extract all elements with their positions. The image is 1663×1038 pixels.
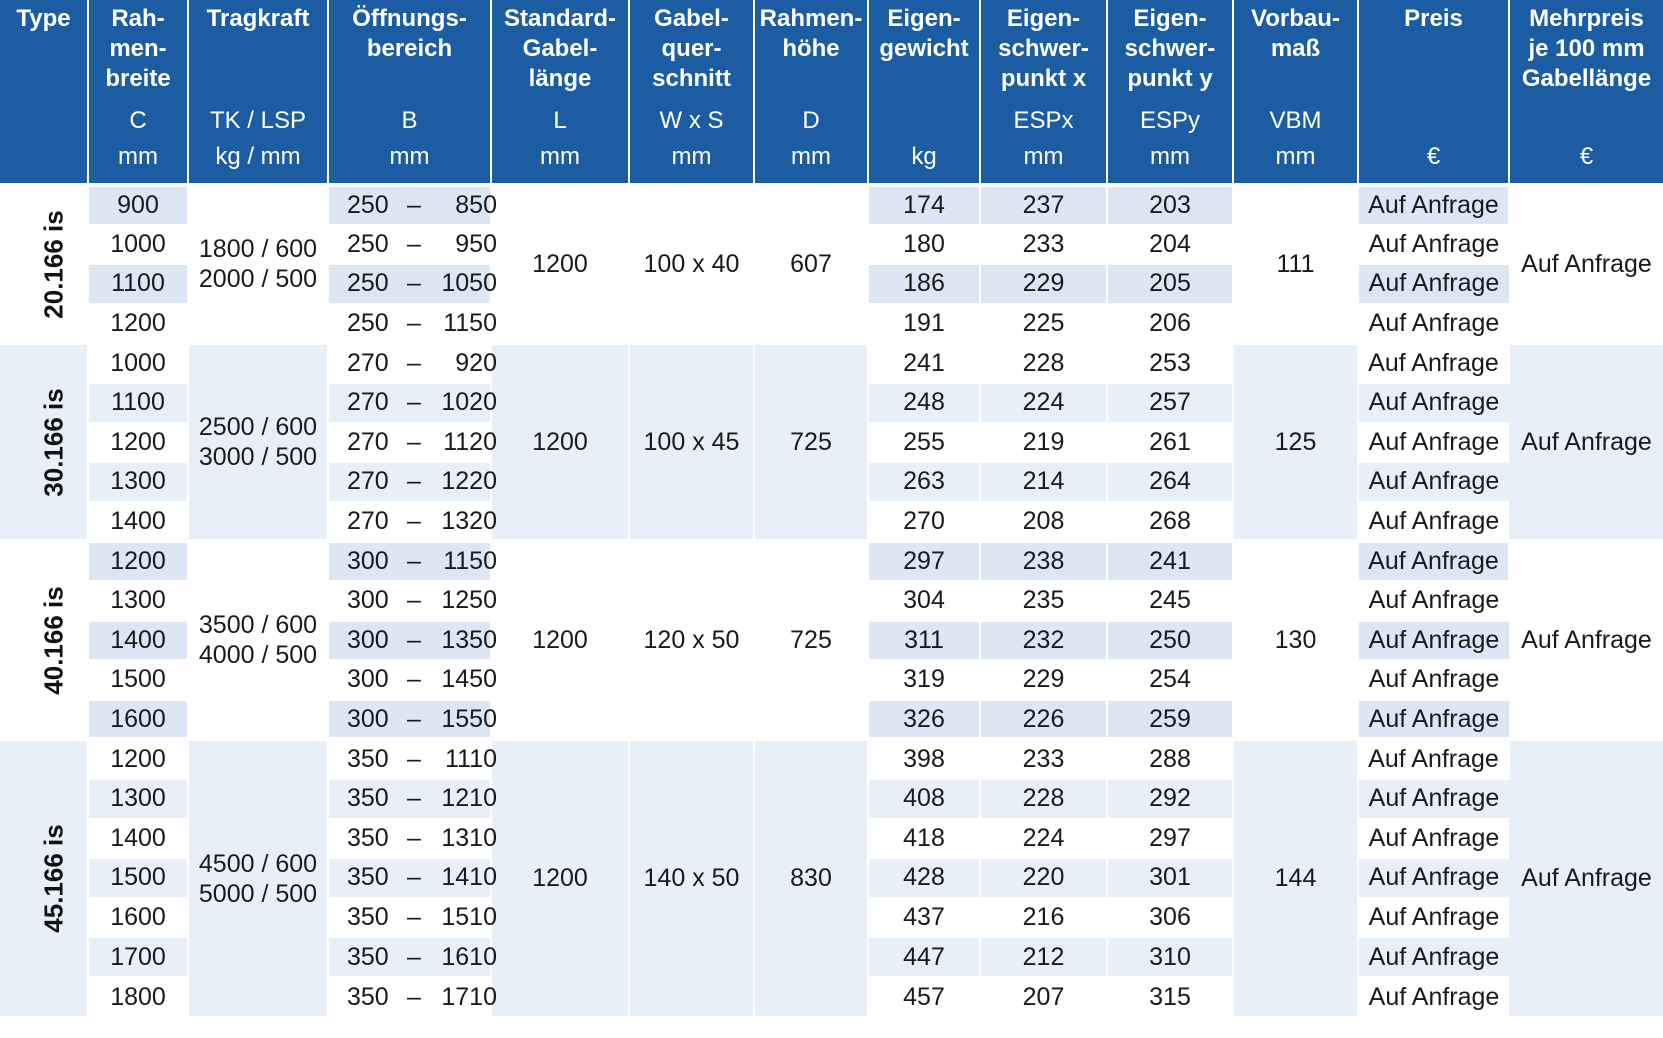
range-dash: – xyxy=(407,745,421,774)
header-title: Standard- Gabel- länge xyxy=(503,5,616,92)
gabellaenge-cell: 1200 xyxy=(491,541,629,739)
range-dash: – xyxy=(407,982,421,1011)
preis-cell: Auf Anfrage xyxy=(1358,225,1509,265)
preis-cell: Auf Anfrage xyxy=(1358,937,1509,977)
preis-cell: Auf Anfrage xyxy=(1358,304,1509,344)
rahmenbreite-cell: 1200 xyxy=(88,423,188,463)
type-label: 45.166 is xyxy=(38,824,69,934)
eigengewicht-cell: 326 xyxy=(868,700,980,740)
gabelquerschnitt-cell: 140 x 50 xyxy=(629,739,754,1016)
eigengewicht-cell: 418 xyxy=(868,819,980,859)
vorbaumass-cell: 130 xyxy=(1233,541,1358,739)
schwerpunkt-x-cell: 224 xyxy=(980,819,1107,859)
header-unit: W x S mm xyxy=(659,107,724,170)
eigengewicht-cell: 174 xyxy=(868,185,980,225)
schwerpunkt-y-cell: 241 xyxy=(1107,541,1233,581)
header-eigengewicht xyxy=(868,0,980,185)
eigengewicht-cell: 263 xyxy=(868,462,980,502)
oeffnungsbereich-cell xyxy=(328,660,497,700)
range-to: 1210 xyxy=(441,784,497,813)
preis-cell: Auf Anfrage xyxy=(1358,423,1509,463)
range-from: 300 xyxy=(347,665,389,694)
type-label: 40.166 is xyxy=(38,586,69,695)
schwerpunkt-x-cell: 216 xyxy=(980,898,1107,938)
header-title: Eigen- schwer- punkt y xyxy=(1124,5,1216,92)
header-unit: ESPx mm xyxy=(1013,107,1074,170)
rahmenbreite-cell: 1800 xyxy=(88,977,188,1017)
range-from: 300 xyxy=(347,586,389,615)
range-dash: – xyxy=(407,506,421,535)
schwerpunkt-x-cell: 224 xyxy=(980,383,1107,423)
header-title: Rah- men- breite xyxy=(105,5,171,92)
eigengewicht-cell: 186 xyxy=(868,264,980,304)
schwerpunkt-y-cell: 306 xyxy=(1107,898,1233,938)
schwerpunkt-y-cell: 264 xyxy=(1107,462,1233,502)
header-gabelquerschnitt xyxy=(629,0,754,185)
header-title: Type xyxy=(16,5,71,32)
oeffnungsbereich-cell xyxy=(328,739,497,779)
tragkraft-cell: 4500 / 600 5000 / 500 xyxy=(188,739,328,1016)
schwerpunkt-x-cell: 232 xyxy=(980,621,1107,661)
rahmenhoehe-cell: 607 xyxy=(754,185,868,343)
schwerpunkt-x-cell: 235 xyxy=(980,581,1107,621)
schwerpunkt-y-cell: 205 xyxy=(1107,264,1233,304)
header-tragkraft xyxy=(188,0,328,185)
range-from: 350 xyxy=(347,823,389,852)
tragkraft-cell: 2500 / 600 3000 / 500 xyxy=(188,343,328,541)
table-row xyxy=(0,541,1663,581)
header-title: Öffnungs- bereich xyxy=(352,5,467,62)
oeffnungsbereich-cell xyxy=(328,937,497,977)
eigengewicht-cell: 241 xyxy=(868,343,980,383)
schwerpunkt-y-cell: 253 xyxy=(1107,343,1233,383)
header-title: Tragkraft xyxy=(206,5,310,32)
preis-cell: Auf Anfrage xyxy=(1358,383,1509,423)
table-header xyxy=(0,0,1663,185)
range-from: 250 xyxy=(347,269,389,298)
range-dash: – xyxy=(407,784,421,813)
range-dash: – xyxy=(407,547,421,576)
header-unit: C mm xyxy=(118,107,158,170)
gabellaenge-cell: 1200 xyxy=(491,739,629,1016)
header-title: Rahmen- höhe xyxy=(759,5,863,62)
rahmenhoehe-cell: 725 xyxy=(754,343,868,541)
rahmenbreite-cell: 1600 xyxy=(88,700,188,740)
schwerpunkt-y-cell: 206 xyxy=(1107,304,1233,344)
rahmenbreite-cell: 1100 xyxy=(88,264,188,304)
range-to: 1220 xyxy=(441,467,497,496)
preis-cell: Auf Anfrage xyxy=(1358,264,1509,304)
oeffnungsbereich-cell xyxy=(328,858,497,898)
tragkraft-cell: 1800 / 600 2000 / 500 xyxy=(188,185,328,343)
range-from: 250 xyxy=(347,190,389,219)
schwerpunkt-x-cell: 207 xyxy=(980,977,1107,1017)
range-to: 950 xyxy=(455,229,497,258)
range-from: 270 xyxy=(347,349,389,378)
schwerpunkt-y-cell: 245 xyxy=(1107,581,1233,621)
schwerpunkt-y-cell: 203 xyxy=(1107,185,1233,225)
schwerpunkt-x-cell: 208 xyxy=(980,502,1107,542)
oeffnungsbereich-cell xyxy=(328,343,497,383)
rahmenbreite-cell: 1400 xyxy=(88,819,188,859)
preis-cell: Auf Anfrage xyxy=(1358,700,1509,740)
range-from: 350 xyxy=(347,902,389,931)
range-to: 1110 xyxy=(445,745,497,774)
header-unit: kg xyxy=(911,143,937,170)
header-unit: € xyxy=(1426,143,1441,170)
eigengewicht-cell: 270 xyxy=(868,502,980,542)
schwerpunkt-x-cell: 233 xyxy=(980,739,1107,779)
range-from: 250 xyxy=(347,229,389,258)
mehrpreis-cell: Auf Anfrage xyxy=(1509,541,1663,739)
vorbaumass-cell: 111 xyxy=(1233,185,1358,343)
range-to: 1320 xyxy=(441,506,497,535)
range-to: 1350 xyxy=(441,625,497,654)
range-from: 270 xyxy=(347,467,389,496)
eigengewicht-cell: 255 xyxy=(868,423,980,463)
header-unit: D mm xyxy=(791,107,831,170)
rahmenbreite-cell: 1500 xyxy=(88,858,188,898)
eigengewicht-cell: 457 xyxy=(868,977,980,1017)
range-to: 920 xyxy=(455,349,497,378)
range-to: 1550 xyxy=(441,704,497,733)
range-dash: – xyxy=(407,388,421,417)
oeffnungsbereich-cell xyxy=(328,819,497,859)
table-body xyxy=(0,185,1663,1016)
preis-cell: Auf Anfrage xyxy=(1358,858,1509,898)
preis-cell: Auf Anfrage xyxy=(1358,343,1509,383)
gabelquerschnitt-cell: 100 x 45 xyxy=(629,343,754,541)
schwerpunkt-x-cell: 229 xyxy=(980,264,1107,304)
range-to: 1050 xyxy=(441,269,497,298)
range-dash: – xyxy=(407,665,421,694)
eigengewicht-cell: 428 xyxy=(868,858,980,898)
range-to: 1310 xyxy=(441,823,497,852)
eigengewicht-cell: 319 xyxy=(868,660,980,700)
schwerpunkt-x-cell: 212 xyxy=(980,937,1107,977)
gabellaenge-cell: 1200 xyxy=(491,185,629,343)
oeffnungsbereich-cell xyxy=(328,264,497,304)
header-gabellaenge xyxy=(491,0,629,185)
header-mehrpreis xyxy=(1509,0,1663,185)
mehrpreis-cell: Auf Anfrage xyxy=(1509,343,1663,541)
oeffnungsbereich-cell xyxy=(328,185,497,225)
range-dash: – xyxy=(407,269,421,298)
range-from: 300 xyxy=(347,547,389,576)
oeffnungsbereich-cell xyxy=(328,898,497,938)
range-dash: – xyxy=(407,902,421,931)
range-dash: – xyxy=(407,823,421,852)
schwerpunkt-y-cell: 257 xyxy=(1107,383,1233,423)
schwerpunkt-y-cell: 268 xyxy=(1107,502,1233,542)
header-title: Mehrpreis je 100 mm Gabellänge xyxy=(1521,5,1652,92)
range-from: 350 xyxy=(347,982,389,1011)
rahmenbreite-cell: 1300 xyxy=(88,581,188,621)
schwerpunkt-x-cell: 225 xyxy=(980,304,1107,344)
rahmenbreite-cell: 1000 xyxy=(88,225,188,265)
header-preis xyxy=(1358,0,1509,185)
table-row xyxy=(0,739,1663,779)
eigengewicht-cell: 447 xyxy=(868,937,980,977)
preis-cell: Auf Anfrage xyxy=(1358,819,1509,859)
preis-cell: Auf Anfrage xyxy=(1358,462,1509,502)
tragkraft-cell: 3500 / 600 4000 / 500 xyxy=(188,541,328,739)
range-to: 850 xyxy=(455,190,497,219)
gabelquerschnitt-cell: 100 x 40 xyxy=(629,185,754,343)
header-rahmenhoehe xyxy=(754,0,868,185)
rahmenbreite-cell: 1400 xyxy=(88,502,188,542)
rahmenbreite-cell: 1200 xyxy=(88,541,188,581)
preis-cell: Auf Anfrage xyxy=(1358,660,1509,700)
schwerpunkt-y-cell: 250 xyxy=(1107,621,1233,661)
preis-cell: Auf Anfrage xyxy=(1358,502,1509,542)
oeffnungsbereich-cell xyxy=(328,502,497,542)
range-from: 300 xyxy=(347,625,389,654)
header-oeffnungsbereich xyxy=(328,0,491,185)
table-row xyxy=(0,343,1663,383)
schwerpunkt-x-cell: 214 xyxy=(980,462,1107,502)
header-title: Eigen- schwer- punkt x xyxy=(998,5,1089,92)
type-label: 30.166 is xyxy=(38,388,69,497)
eigengewicht-cell: 248 xyxy=(868,383,980,423)
range-to: 1250 xyxy=(441,586,497,615)
oeffnungsbereich-cell xyxy=(328,383,497,423)
type-cell xyxy=(0,739,88,1016)
range-to: 1150 xyxy=(443,547,497,576)
schwerpunkt-y-cell: 301 xyxy=(1107,858,1233,898)
schwerpunkt-x-cell: 228 xyxy=(980,779,1107,819)
vorbaumass-cell: 144 xyxy=(1233,739,1358,1016)
eigengewicht-cell: 437 xyxy=(868,898,980,938)
eigengewicht-cell: 304 xyxy=(868,581,980,621)
preis-cell: Auf Anfrage xyxy=(1358,898,1509,938)
rahmenbreite-cell: 1400 xyxy=(88,621,188,661)
schwerpunkt-y-cell: 310 xyxy=(1107,937,1233,977)
oeffnungsbereich-cell xyxy=(328,621,497,661)
range-to: 1410 xyxy=(441,863,497,892)
rahmenbreite-cell: 1000 xyxy=(88,343,188,383)
type-cell xyxy=(0,541,88,739)
schwerpunkt-x-cell: 220 xyxy=(980,858,1107,898)
oeffnungsbereich-cell xyxy=(328,541,497,581)
oeffnungsbereich-cell xyxy=(328,977,497,1017)
header-schwerpunkt-x xyxy=(980,0,1107,185)
oeffnungsbereich-cell xyxy=(328,462,497,502)
gabellaenge-cell: 1200 xyxy=(491,343,629,541)
header-title: Gabel- quer- schnitt xyxy=(652,5,731,92)
range-dash: – xyxy=(407,863,421,892)
schwerpunkt-y-cell: 315 xyxy=(1107,977,1233,1017)
rahmenbreite-cell: 1600 xyxy=(88,898,188,938)
header-unit: VBM mm xyxy=(1269,107,1322,170)
range-from: 270 xyxy=(347,506,389,535)
header-unit: B mm xyxy=(389,107,430,170)
range-to: 1610 xyxy=(441,942,497,971)
schwerpunkt-y-cell: 261 xyxy=(1107,423,1233,463)
schwerpunkt-x-cell: 228 xyxy=(980,343,1107,383)
preis-cell: Auf Anfrage xyxy=(1358,581,1509,621)
preis-cell: Auf Anfrage xyxy=(1358,621,1509,661)
range-dash: – xyxy=(407,704,421,733)
rahmenbreite-cell: 1300 xyxy=(88,462,188,502)
header-unit: TK / LSP kg / mm xyxy=(209,107,307,170)
eigengewicht-cell: 191 xyxy=(868,304,980,344)
schwerpunkt-x-cell: 233 xyxy=(980,225,1107,265)
preis-cell: Auf Anfrage xyxy=(1358,977,1509,1017)
schwerpunkt-x-cell: 237 xyxy=(980,185,1107,225)
schwerpunkt-y-cell: 297 xyxy=(1107,819,1233,859)
mehrpreis-cell: Auf Anfrage xyxy=(1509,739,1663,1016)
header-title: Preis xyxy=(1404,5,1463,32)
range-to: 1710 xyxy=(441,982,497,1011)
table-row xyxy=(0,185,1663,225)
rahmenbreite-cell: 1100 xyxy=(88,383,188,423)
range-dash: – xyxy=(407,586,421,615)
range-from: 250 xyxy=(347,308,389,337)
header-vorbaumass xyxy=(1233,0,1358,185)
range-dash: – xyxy=(407,625,421,654)
range-from: 350 xyxy=(347,745,389,774)
oeffnungsbereich-cell xyxy=(328,581,497,621)
header-rahmenbreite xyxy=(88,0,188,185)
range-to: 1450 xyxy=(441,665,497,694)
rahmenbreite-cell: 1200 xyxy=(88,739,188,779)
rahmenbreite-cell: 1300 xyxy=(88,779,188,819)
eigengewicht-cell: 180 xyxy=(868,225,980,265)
range-dash: – xyxy=(407,190,421,219)
eigengewicht-cell: 297 xyxy=(868,541,980,581)
schwerpunkt-x-cell: 219 xyxy=(980,423,1107,463)
schwerpunkt-y-cell: 204 xyxy=(1107,225,1233,265)
schwerpunkt-x-cell: 238 xyxy=(980,541,1107,581)
range-dash: – xyxy=(407,349,421,378)
schwerpunkt-y-cell: 254 xyxy=(1107,660,1233,700)
eigengewicht-cell: 398 xyxy=(868,739,980,779)
header-title: Vorbau- maß xyxy=(1251,5,1340,62)
range-to: 1150 xyxy=(443,308,497,337)
range-dash: – xyxy=(407,229,421,258)
gabelquerschnitt-cell: 120 x 50 xyxy=(629,541,754,739)
header-title: Eigen- gewicht xyxy=(879,5,969,62)
schwerpunkt-y-cell: 288 xyxy=(1107,739,1233,779)
rahmenbreite-cell: 900 xyxy=(88,185,188,225)
oeffnungsbereich-cell xyxy=(328,779,497,819)
eigengewicht-cell: 311 xyxy=(868,621,980,661)
rahmenhoehe-cell: 830 xyxy=(754,739,868,1016)
type-cell xyxy=(0,343,88,541)
range-dash: – xyxy=(407,467,421,496)
rahmenbreite-cell: 1200 xyxy=(88,304,188,344)
preis-cell: Auf Anfrage xyxy=(1358,185,1509,225)
header-unit: L mm xyxy=(540,107,580,170)
oeffnungsbereich-cell xyxy=(328,423,497,463)
oeffnungsbereich-cell xyxy=(328,304,497,344)
type-cell xyxy=(0,185,88,343)
preis-cell: Auf Anfrage xyxy=(1358,739,1509,779)
rahmenbreite-cell: 1700 xyxy=(88,937,188,977)
vorbaumass-cell: 125 xyxy=(1233,343,1358,541)
header-unit: € xyxy=(1579,143,1594,170)
schwerpunkt-x-cell: 226 xyxy=(980,700,1107,740)
rahmenhoehe-cell: 725 xyxy=(754,541,868,739)
preis-cell: Auf Anfrage xyxy=(1358,541,1509,581)
range-dash: – xyxy=(407,427,421,456)
schwerpunkt-x-cell: 229 xyxy=(980,660,1107,700)
oeffnungsbereich-cell xyxy=(328,700,497,740)
header-unit: ESPy mm xyxy=(1139,107,1201,170)
range-from: 270 xyxy=(347,388,389,417)
header-schwerpunkt-y xyxy=(1107,0,1233,185)
oeffnungsbereich-cell xyxy=(328,225,497,265)
eigengewicht-cell: 408 xyxy=(868,779,980,819)
range-from: 300 xyxy=(347,704,389,733)
schwerpunkt-y-cell: 259 xyxy=(1107,700,1233,740)
mehrpreis-cell: Auf Anfrage xyxy=(1509,185,1663,343)
range-to: 1510 xyxy=(441,902,497,931)
type-label: 20.166 is xyxy=(38,209,69,319)
header-type xyxy=(0,0,88,185)
schwerpunkt-y-cell: 292 xyxy=(1107,779,1233,819)
range-from: 270 xyxy=(347,427,389,456)
rahmenbreite-cell: 1500 xyxy=(88,660,188,700)
range-from: 350 xyxy=(347,784,389,813)
preis-cell: Auf Anfrage xyxy=(1358,779,1509,819)
range-to: 1020 xyxy=(441,388,497,417)
range-dash: – xyxy=(407,942,421,971)
header-row xyxy=(0,0,1663,185)
range-to: 1120 xyxy=(443,427,497,456)
range-dash: – xyxy=(407,308,421,337)
range-from: 350 xyxy=(347,863,389,892)
range-from: 350 xyxy=(347,942,389,971)
